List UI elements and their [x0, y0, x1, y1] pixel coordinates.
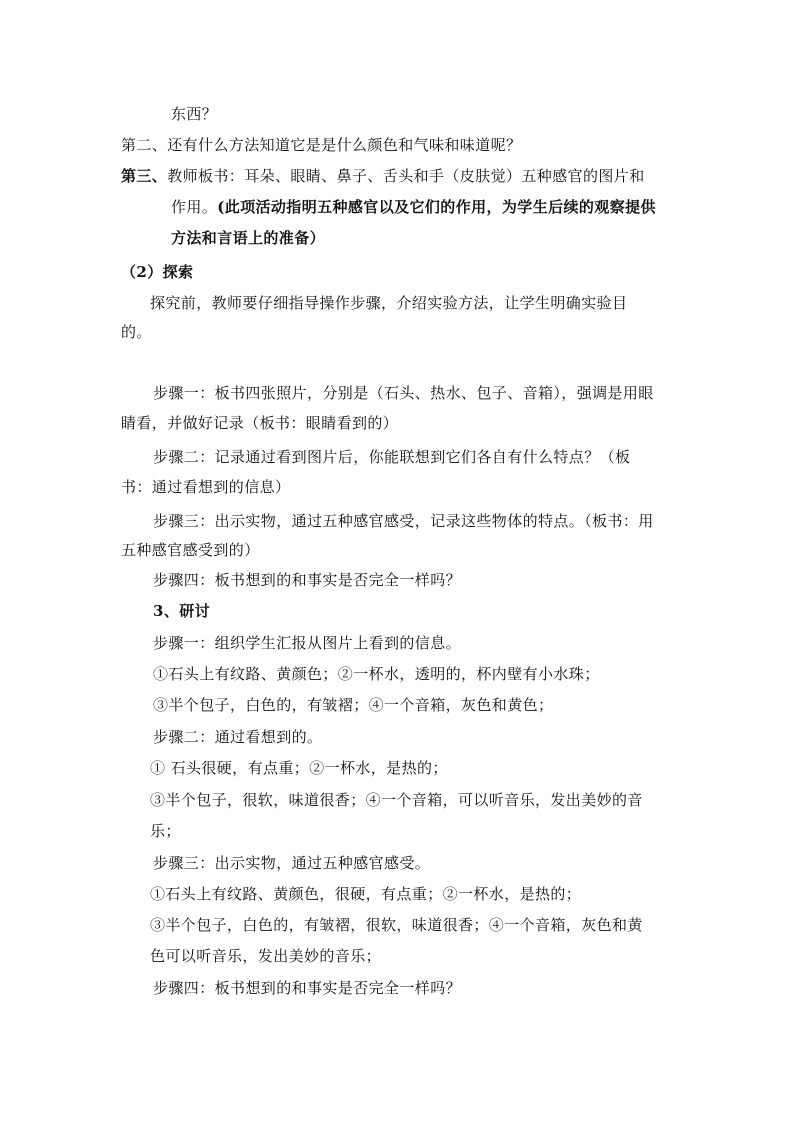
text-line: 睛看，并做好记录（板书：眼睛看到的）: [121, 414, 399, 432]
text-line: 方法和言语上的准备）: [171, 229, 326, 247]
text-line: 步骤二：记录通过看到图片后，你能联想到它们各自有什么特点？（板: [153, 448, 631, 466]
text-line: 东西？: [171, 105, 218, 123]
text-line: 探究前，教师要仔细指导操作步骤，介绍实验方法，让学生明确实验目: [150, 294, 628, 312]
text-line: 步骤二：通过看想到的。: [153, 728, 323, 746]
text-line: 步骤三：出示实物，通过五种感官感受。: [153, 854, 431, 872]
text-run: 教师板书：耳朵、眼睛、鼻子、舌头和手（皮肤觉）五种感官的图片和: [167, 167, 645, 185]
text-line: 步骤一：板书四张照片，分别是（石头、热水、包子、音箱），强调是用眼: [153, 384, 654, 402]
text-line: ① 石头很硬，有点重；②一杯水，是热的；: [150, 759, 448, 777]
text-line: ①石头上有纹路、黄颜色；②一杯水，透明的，杯内壁有小水珠；: [153, 665, 600, 683]
text-line: ①石头上有纹路、黄颜色，很硬，有点重；②一杯水，是热的；: [150, 885, 582, 903]
section-heading: （2）探索: [121, 263, 194, 281]
text-line: ③半个包子，白色的，有皱褶，很软，味道很香；④一个音箱，灰色和黄: [150, 916, 643, 934]
text-line: 五种感官感受到的）: [121, 541, 260, 559]
text-run-bold: (此项活动指明五种感官以及它们的作用，为学生后续的观察提供: [217, 198, 656, 216]
text-run-bold: 第三、: [121, 167, 168, 185]
section-heading: 3、研讨: [153, 602, 211, 620]
text-line: 步骤三：出示实物，通过五种感官感受，记录这些物体的特点。（板书：用: [153, 512, 654, 530]
text-line: 色可以听音乐，发出美妙的音乐；: [150, 947, 382, 965]
text-line: 乐；: [150, 822, 181, 840]
text-line: 步骤四：板书想到的和事实是否完全一样吗？: [153, 979, 462, 997]
text-line: ③半个包子，白色的，有皱褶；④一个音箱，灰色和黄色；: [153, 696, 554, 714]
text-line: ③半个包子，很软，味道很香；④一个音箱，可以听音乐，发出美妙的音: [150, 791, 643, 809]
text-line: 步骤一：组织学生汇报从图片上看到的信息。: [153, 634, 462, 652]
text-line: [121, 166, 645, 186]
text-line: 步骤四：板书想到的和事实是否完全一样吗？: [153, 571, 462, 589]
text-line: 书：通过看想到的信息）: [121, 478, 291, 496]
text-line: [171, 197, 656, 217]
text-run: 作用。: [171, 198, 218, 216]
text-line: 的。: [121, 323, 152, 341]
text-line: 第二、还有什么方法知道它是是什么颜色和气味和味道呢？: [121, 136, 522, 154]
